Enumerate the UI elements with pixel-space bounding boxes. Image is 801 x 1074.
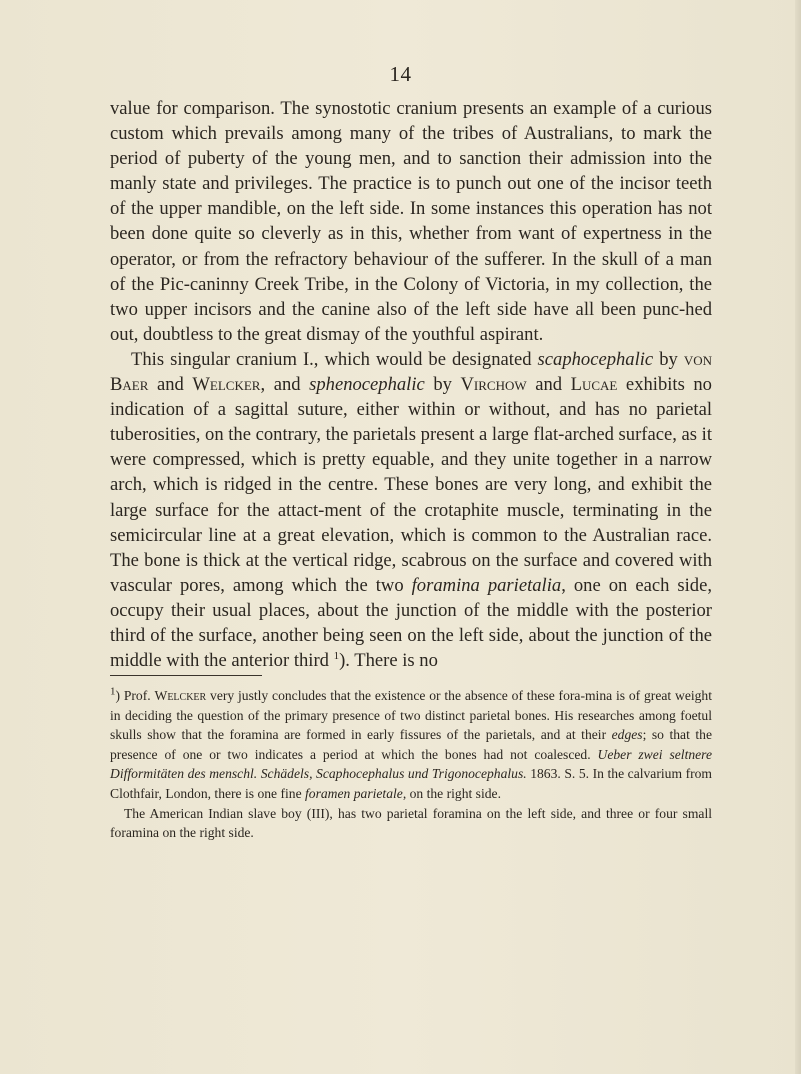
author-lucae: Lucae <box>570 374 618 396</box>
author-von-baer: von Baer <box>110 348 713 396</box>
footnote-2: The American Indian slave boy (III), has two parietal foramina on the left side, and three or four small foramina on the right side. <box>110 805 712 841</box>
term-scaphocephalic: scaphocephalic <box>537 348 654 370</box>
term-sphenocephalic: sphenocephalic <box>309 374 425 396</box>
paragraph-2: This singular cranium I., which would be designated scaphocephalic by von Baer and Welcker, and sphenocephalic by Virchow and Lucae exhibits no indication of a sagittal suture, either within or without, and has no parietal tuberosities, on the contrary, the parietals present a large flat-arched surface, as it were compressed, which is pretty equable, and they unite together in a narrow arch, which is ridged in the centre. These bones are very long, and exhibit the large surface for the attact-ment of the crotaphite muscle, terminating in the semicircular line at a great elevation, which is common to the Australian race. The bone is thick at the vertical ridge, scabrous on the surface and covered with vascular pores, among which the two foramina parietalia, one on each side, occupy their usual places, about the junction of the middle with the posterior third of the surface, another being seen on the left side, about the junction of the middle with the anterior third $^1$). There is no <box>110 348 713 672</box>
page-edge-shadow <box>795 0 801 1074</box>
paragraph-1: value for comparison. The synostotic cranium presents an example of a curious custom which prevails among many of the tribes of Australians, to mark the period of puberty of the young men, and to sanction their admission into the manly state and privileges. The practice is to punch out one of the incisor teeth of the upper mandible, on the left side. In some instances this operation has not been done quite so cleverly as in this, whether from want of expertness in the operator, or from the refractory behaviour of the sufferer. In the skull of a man of the Pic-caninny Creek Tribe, in the Colony of Victoria, in my collection, the two upper incisors and the canine also of the left side have all been punc-hed out, doubtless to the great dismay of the youthful aspirant. <box>110 98 712 345</box>
footnotes <box>110 686 712 843</box>
body-text <box>110 96 712 673</box>
footnote-rule <box>110 675 262 676</box>
footnote-1: $^1$) Prof. Welcker very justly concludes that the existence or the absence of these fora-mina is of great weight in deciding the question of the primary presence of two distinct parietal bones. His researches among foetul skulls show that the foramina are formed in early fissures of the parietals, and at their edges; so that the presence of one or two indicates a period at which the bones had not coalesced. Ueber zwei seltnere Difformitäten des menschl. Schädels, Scaphocephalus und Trigonocephalus. 1863. S. 5. In the calvarium from Clothfair, London, there is one fine foramen parietale, on the right side. <box>110 685 712 801</box>
footnote-reference: 1 <box>333 649 340 662</box>
page-number: 14 <box>389 62 412 86</box>
cited-work-title: Ueber zwei seltnere Difformitäten des menschl. Schädels, Scaphocephalus und Trigonocephalus. <box>110 746 712 782</box>
author-welcker: Welcker <box>154 688 207 703</box>
author-welcker: Welcker <box>192 374 261 396</box>
author-virchow: Virchow <box>460 374 527 396</box>
term-foramina-parietalia: foramina parietalia <box>411 574 562 596</box>
footnote-marker: 1 <box>110 685 116 698</box>
